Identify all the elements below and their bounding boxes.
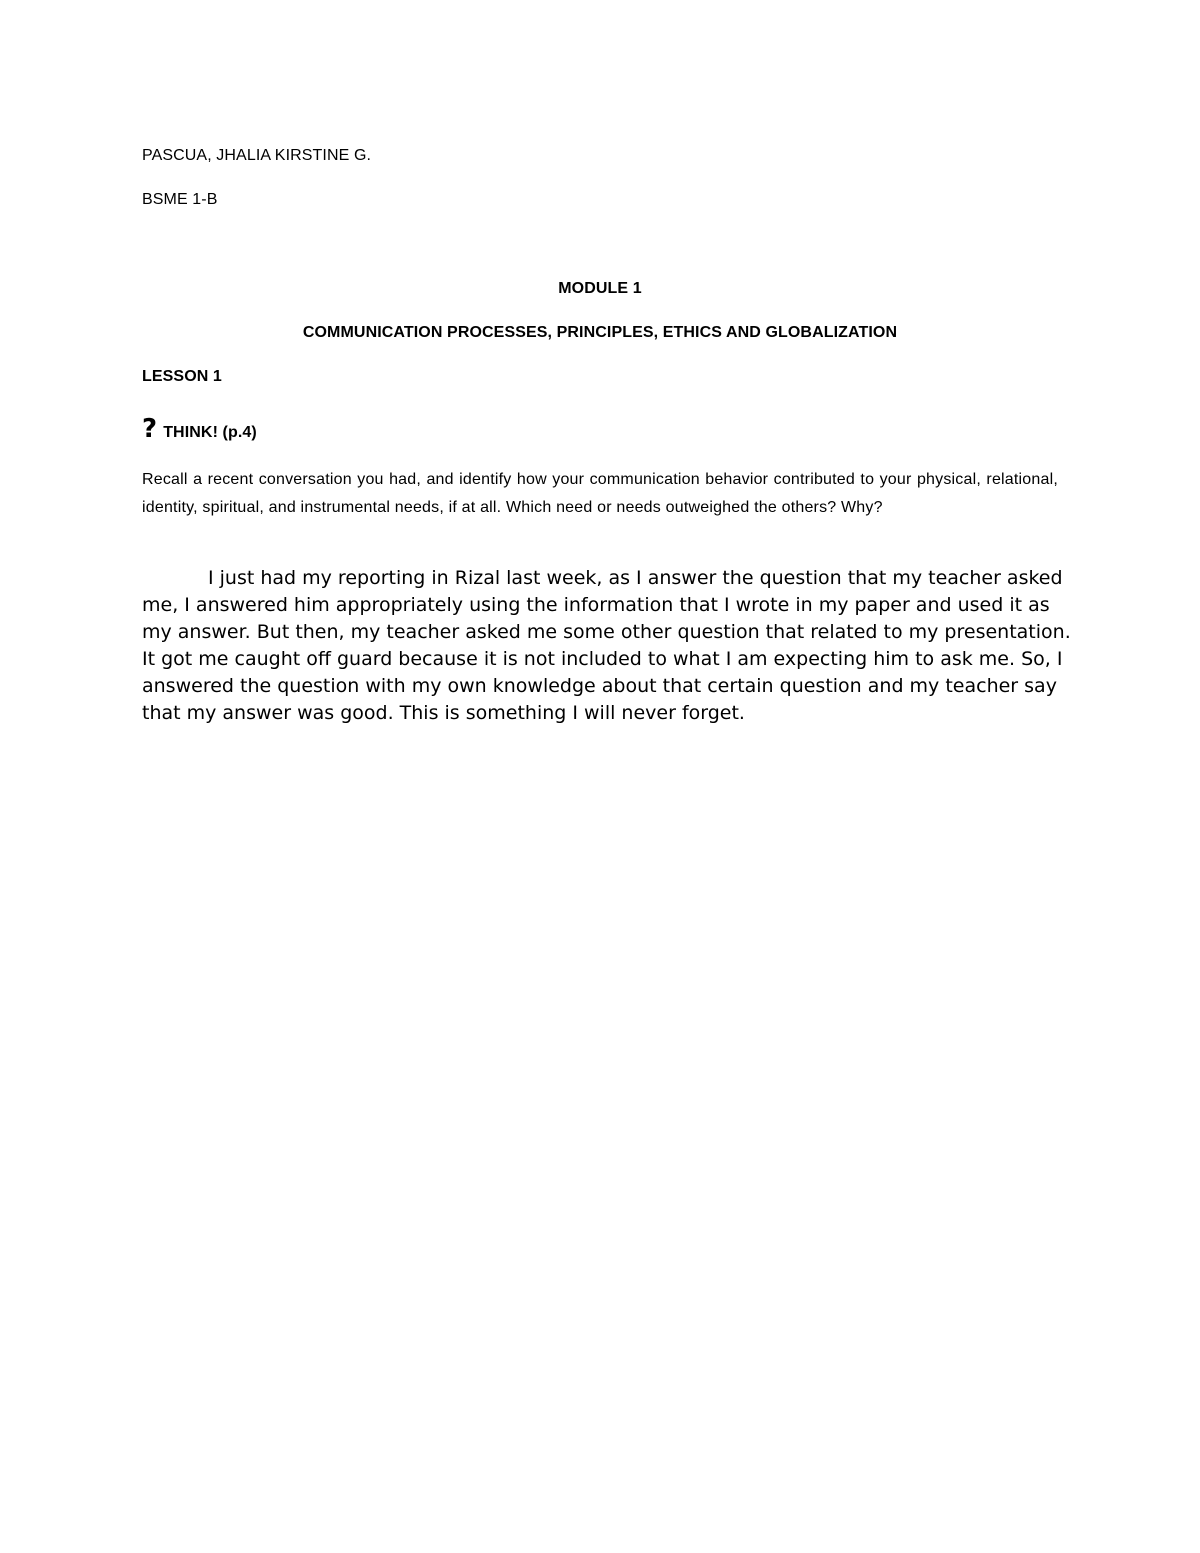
activity-prompt: Recall a recent conversation you had, and identify how your communication behavior contributed to your physical, relational, identity, spiritual, and instrumental needs, if at all. Which need or needs outweighed the others? Why? — [142, 471, 1058, 516]
module-subtitle: COMMUNICATION PROCESSES, PRINCIPLES, ETHICS AND GLOBALIZATION — [302, 324, 898, 341]
student-name: PASCUA, JHALIA KIRSTINE G. — [142, 147, 372, 164]
module-title: MODULE 1 — [558, 280, 642, 297]
lesson-title: LESSON 1 — [142, 368, 222, 385]
think-label: THINK! (p.4) — [163, 424, 257, 441]
student-section: BSME 1-B — [142, 191, 218, 208]
answer-paragraph: I just had my reporting in Rizal last week, as I answer the question that my teacher asked me, I answered him appropriately using the information that I wrote in my paper and used it as my answer. But then, my teacher asked me some other question that related to my presentation. It got me caught off guard because it is not included to what I am expecting him to ask me. So, I answered the question with my own knowledge about that certain question and my teacher say that my answer was good. This is something I will never forget. — [142, 567, 1071, 724]
think-heading — [142, 414, 257, 444]
question-mark-icon: ? — [142, 414, 158, 444]
